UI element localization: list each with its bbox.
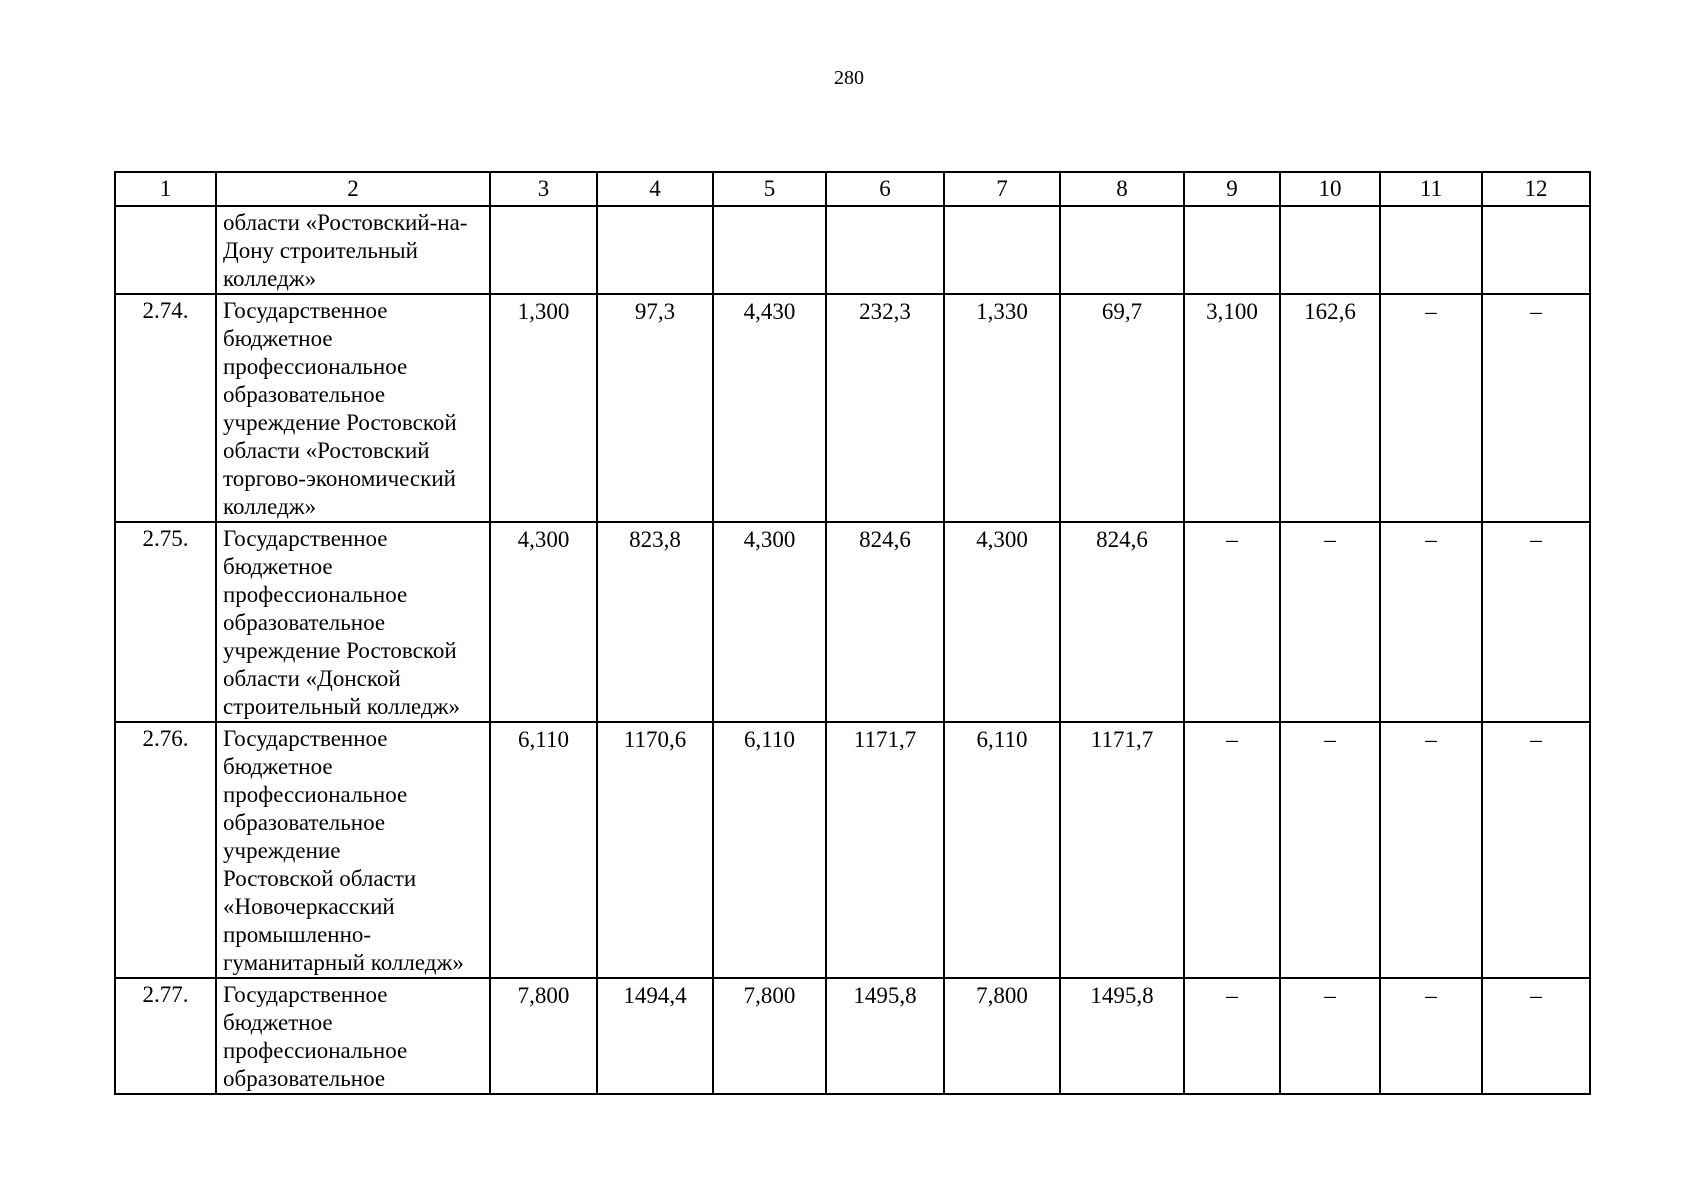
row-number-cell: 2.74. xyxy=(115,294,216,522)
value-cell xyxy=(490,206,597,294)
value-cell: 4,430 xyxy=(713,294,826,522)
institution-name-cell xyxy=(216,206,490,294)
institution-name-line: области «Донской xyxy=(223,666,401,691)
institution-name-line: промышленно- xyxy=(223,922,372,947)
value-cell: – xyxy=(1482,522,1590,722)
table-header-row xyxy=(115,172,1590,206)
table-row xyxy=(115,522,1590,722)
table-row xyxy=(115,722,1590,978)
value-cell: 6,110 xyxy=(713,722,826,978)
value-cell xyxy=(1280,206,1380,294)
value-cell: – xyxy=(1380,978,1482,1094)
value-cell: 4,300 xyxy=(490,522,597,722)
column-header: 12 xyxy=(1482,172,1590,206)
value-cell: 1171,7 xyxy=(1060,722,1184,978)
value-cell: 7,800 xyxy=(713,978,826,1094)
institution-name-line: строительный колледж» xyxy=(223,694,461,719)
institution-name-line: учреждение xyxy=(223,838,341,863)
value-cell: 6,110 xyxy=(490,722,597,978)
page-number: 280 xyxy=(834,67,864,89)
institution-name-line: образовательное xyxy=(223,610,386,635)
column-header: 8 xyxy=(1060,172,1184,206)
institution-name-line: образовательное xyxy=(223,810,386,835)
value-cell xyxy=(944,206,1060,294)
institution-name-line: образовательное xyxy=(223,1066,386,1091)
value-cell: 1,300 xyxy=(490,294,597,522)
value-cell: – xyxy=(1380,522,1482,722)
institution-name-line: бюджетное xyxy=(223,754,333,779)
value-cell: – xyxy=(1184,522,1280,722)
table-row xyxy=(115,294,1590,522)
institution-name-line: профессиональное xyxy=(223,782,408,807)
institution-name-line: бюджетное xyxy=(223,326,333,351)
value-cell: 232,3 xyxy=(826,294,944,522)
value-cell: 1495,8 xyxy=(826,978,944,1094)
row-number-cell xyxy=(115,206,216,294)
institution-name-cell xyxy=(216,978,490,1094)
value-cell: – xyxy=(1482,294,1590,522)
institution-name-line: колледж» xyxy=(223,266,317,291)
institution-name-line: профессиональное xyxy=(223,582,408,607)
value-cell xyxy=(597,206,713,294)
institution-name-line: учреждение Ростовской xyxy=(223,638,457,663)
institution-name-line: профессиональное xyxy=(223,354,408,379)
table-row xyxy=(115,978,1590,1094)
value-cell: – xyxy=(1184,978,1280,1094)
column-header: 3 xyxy=(490,172,597,206)
value-cell: 1,330 xyxy=(944,294,1060,522)
row-number-cell: 2.75. xyxy=(115,522,216,722)
value-cell: 6,110 xyxy=(944,722,1060,978)
institution-name-line: бюджетное xyxy=(223,1010,333,1035)
value-cell: – xyxy=(1184,722,1280,978)
institution-name-line: Государственное xyxy=(223,726,388,751)
value-cell xyxy=(1380,206,1482,294)
value-cell xyxy=(1482,206,1590,294)
value-cell: – xyxy=(1482,722,1590,978)
value-cell: – xyxy=(1280,722,1380,978)
institution-name-line: профессиональное xyxy=(223,1038,408,1063)
value-cell: 1495,8 xyxy=(1060,978,1184,1094)
value-cell: 1170,6 xyxy=(597,722,713,978)
column-header: 2 xyxy=(216,172,490,206)
table-row xyxy=(115,206,1590,294)
value-cell: 1171,7 xyxy=(826,722,944,978)
value-cell: 824,6 xyxy=(1060,522,1184,722)
institution-name-line: Государственное xyxy=(223,526,388,551)
column-header: 4 xyxy=(597,172,713,206)
data-table xyxy=(114,171,1591,1095)
value-cell xyxy=(713,206,826,294)
value-cell: – xyxy=(1482,978,1590,1094)
value-cell: 824,6 xyxy=(826,522,944,722)
institution-name-line: колледж» xyxy=(223,494,317,519)
value-cell xyxy=(826,206,944,294)
value-cell: 1494,4 xyxy=(597,978,713,1094)
value-cell: 162,6 xyxy=(1280,294,1380,522)
institution-name-line: торгово-экономический xyxy=(223,466,456,491)
value-cell: 69,7 xyxy=(1060,294,1184,522)
value-cell xyxy=(1060,206,1184,294)
column-header: 7 xyxy=(944,172,1060,206)
row-number-cell: 2.77. xyxy=(115,978,216,1094)
institution-name-line: «Новочеркасский xyxy=(223,894,395,919)
institution-name-line: гуманитарный колледж» xyxy=(223,950,464,975)
institution-name-line: Государственное xyxy=(223,298,388,323)
column-header: 5 xyxy=(713,172,826,206)
column-header: 11 xyxy=(1380,172,1482,206)
value-cell: – xyxy=(1380,294,1482,522)
institution-name-line: Ростовской области xyxy=(223,866,417,891)
institution-name-cell xyxy=(216,722,490,978)
institution-name-line: области «Ростовский xyxy=(223,438,430,463)
row-number-cell: 2.76. xyxy=(115,722,216,978)
value-cell: 7,800 xyxy=(490,978,597,1094)
institution-name-cell xyxy=(216,294,490,522)
value-cell: 7,800 xyxy=(944,978,1060,1094)
value-cell: – xyxy=(1280,522,1380,722)
value-cell: 97,3 xyxy=(597,294,713,522)
value-cell xyxy=(1184,206,1280,294)
column-header: 1 xyxy=(115,172,216,206)
institution-name-cell xyxy=(216,522,490,722)
institution-name-line: Государственное xyxy=(223,982,388,1007)
value-cell: 4,300 xyxy=(713,522,826,722)
column-header: 10 xyxy=(1280,172,1380,206)
value-cell: 4,300 xyxy=(944,522,1060,722)
value-cell: – xyxy=(1280,978,1380,1094)
institution-name-line: бюджетное xyxy=(223,554,333,579)
column-header: 6 xyxy=(826,172,944,206)
institution-name-line: учреждение Ростовской xyxy=(223,410,457,435)
value-cell: – xyxy=(1380,722,1482,978)
institution-name-line: Дону строительный xyxy=(223,238,418,263)
institution-name-line: образовательное xyxy=(223,382,386,407)
column-header: 9 xyxy=(1184,172,1280,206)
institution-name-line: области «Ростовский-на- xyxy=(223,210,468,235)
value-cell: 3,100 xyxy=(1184,294,1280,522)
value-cell: 823,8 xyxy=(597,522,713,722)
